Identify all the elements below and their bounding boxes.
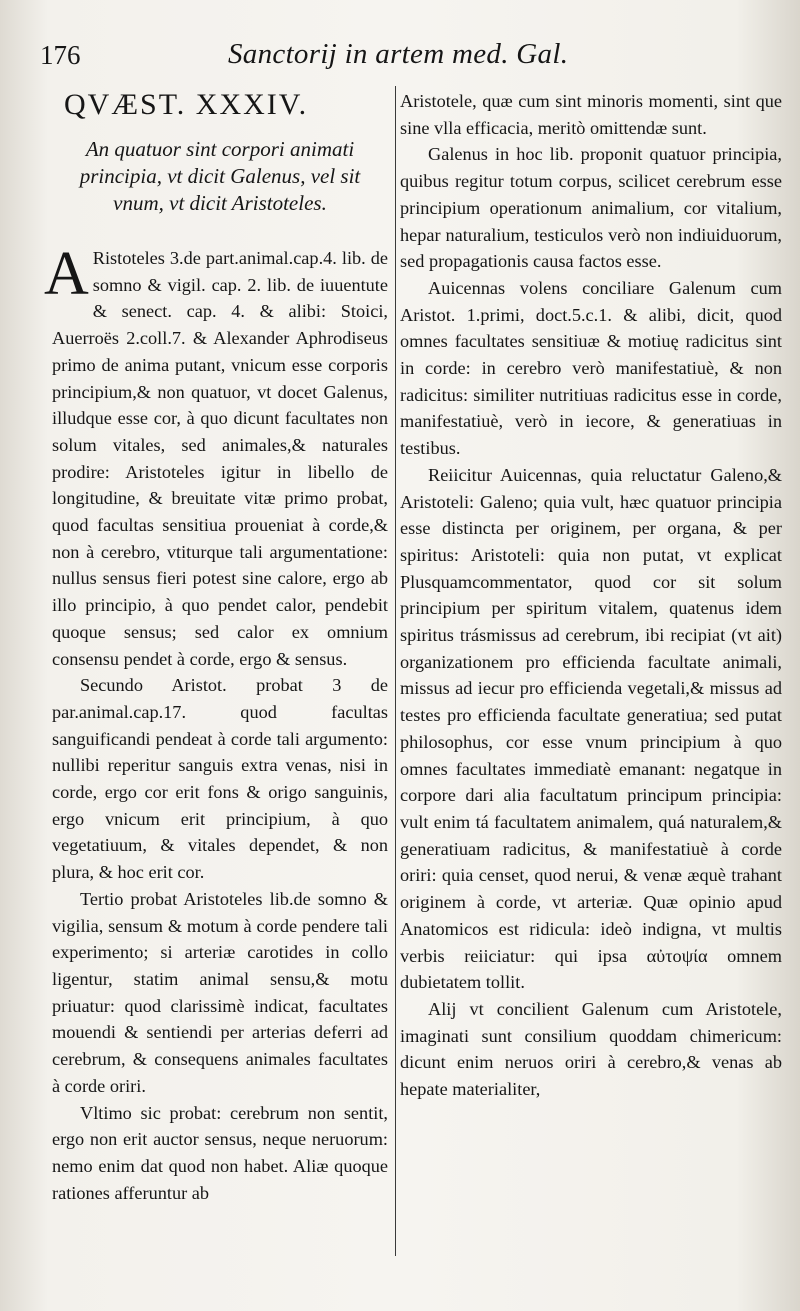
paragraph: Galenus in hoc lib. proponit quatuor principia, quibus regitur totum corpus, scilicet cerebrum esse principium operationum animalium, cor vitalium, hepar naturalium, testiculos verò non indiuiduorum, sed propagationis causa factos esse. bbox=[400, 144, 782, 272]
paragraph: Reiicitur Auicennas, quia reluctatur Galeno,& Aristoteli: Galeno; quia vult, hæc quatuor principia esse distincta per originem, per organa, & per spiritus: Aristoteli: quia non putat, vt explicat Plusquamcommentator, quod cor sit solum principium per spiritum vitalem, quatenus idem spiritus trásmissus ad cerebrum, ibi recipiat (vt ait) organizationem pro efficienda facultate animali, missus ad iecur pro efficienda vegetali,& missus ad testes pro efficienda facultate generatiua; sed putat philosophus, cor esse vnum principium à quo omnes facultates immediatè emanant: negatque in corpore dari alia facultatum principum principia: vult enim tá facultatem animalem, quá naturalem,& generatiuam radicitus, & manifestatiuè à corde oriri: quia censet, quod nerui, & venæ æquè trahant originem à corde, vt arteriæ. Quæ opinio apud Anatomicos est ridicula: ideò indigna, vt multis verbis reiiciatur: qui ipsa αὐτοψία omnem dubietatem tollit. bbox=[400, 464, 782, 993]
paragraph: Vltimo sic probat: cerebrum non sentit, ergo non erit auctor sensus, neque neruorum: nemo enim dat quod non habet. Aliæ quoque rationes afferuntur ab bbox=[52, 1102, 388, 1203]
paragraph: Secundo Aristot. probat 3 de par.animal.cap.17. quod facultas sanguificandi pendeat à corde tali argumento: nullibi reperitur sanguis extra venas, nisi in corde, ergo cor erit fons & origo sanguinis, ergo vnicum erit principium, à quo vegetatiuum, & vitales dependet, & non plura, & hoc erit cor. bbox=[52, 675, 388, 883]
paragraph: Alij vt concilient Galenum cum Aristotele, imaginati sunt consilium quoddam chimericum: dicunt enim neruos oriri à cerebro,& venas ab hepate materialiter, bbox=[400, 998, 782, 1100]
question-heading: QVÆST. XXXIV. bbox=[64, 88, 309, 121]
running-head: Sanctorij in artem med. Gal. bbox=[228, 38, 569, 70]
paragraph-text: Ristoteles 3.de part.animal.cap.4. lib. de somno & vigil. cap. 2. lib. de iuuentute & senect. cap. 4. & alibi: Stoici, Auerroës 2.coll.7. & Alexander Aphrodiseus primo de anima putant, vnicum esse corporis principium,& non quatuor, vt docet Galenus, illudque esse cor, à quo dicunt facultates non solum vitales, sed animales,& naturales prodire: Aristoteles igitur in libello de longitudine, & breuitate vitæ primo probat, quod facultas sensitiua proueniat à corde,& non à cerebro, vtiturque tali argumentatione: nullus sensus fieri potest sine calore, ergo ab illo principio, à quo pendet calor, pendebit quoque sensus; sed calor ex omnium consensu pendet à corde, ergo & sensus. bbox=[52, 248, 388, 669]
column-divider bbox=[395, 86, 396, 1256]
page-header bbox=[40, 34, 770, 74]
right-column bbox=[400, 88, 782, 1103]
paragraph: Aristotele, quæ cum sint minoris momenti, sint que sine vlla efficacia, meritò omittendæ sunt. bbox=[400, 91, 782, 138]
drop-cap: A bbox=[44, 240, 89, 308]
page-number: 176 bbox=[40, 40, 81, 70]
left-column bbox=[44, 88, 388, 1206]
paragraph bbox=[44, 240, 388, 672]
paragraph: Auicennas volens conciliare Galenum cum Aristot. 1.primi, doct.5.c.1. & alibi, dicit, quod omnes facultates sensitiuæ & motiuę radicitus sint in corde: in cerebro verò manifestatiuè, & non radicitus: similiter nutritiuas radicitus esse in corde, manifestatiuè, verò in iecore, & generatiuas in testibus. bbox=[400, 277, 782, 459]
paragraph: Tertio probat Aristoteles lib.de somno & vigilia, sensum & motum à corde pendere tali experimento; si arteriæ carotides in collo ligentur, statim animal sensu,& motu priuatur: quod clarissimè indicat, facultates mouendi & sentiendi per arterias deferri ad cerebrum, & consequens animales facultates à corde oriri. bbox=[52, 888, 388, 1096]
question-title: An quatuor sint corpori animati principia, vt dicit Galenus, vel sit vnum, vt dicit Aristoteles. bbox=[79, 137, 361, 215]
